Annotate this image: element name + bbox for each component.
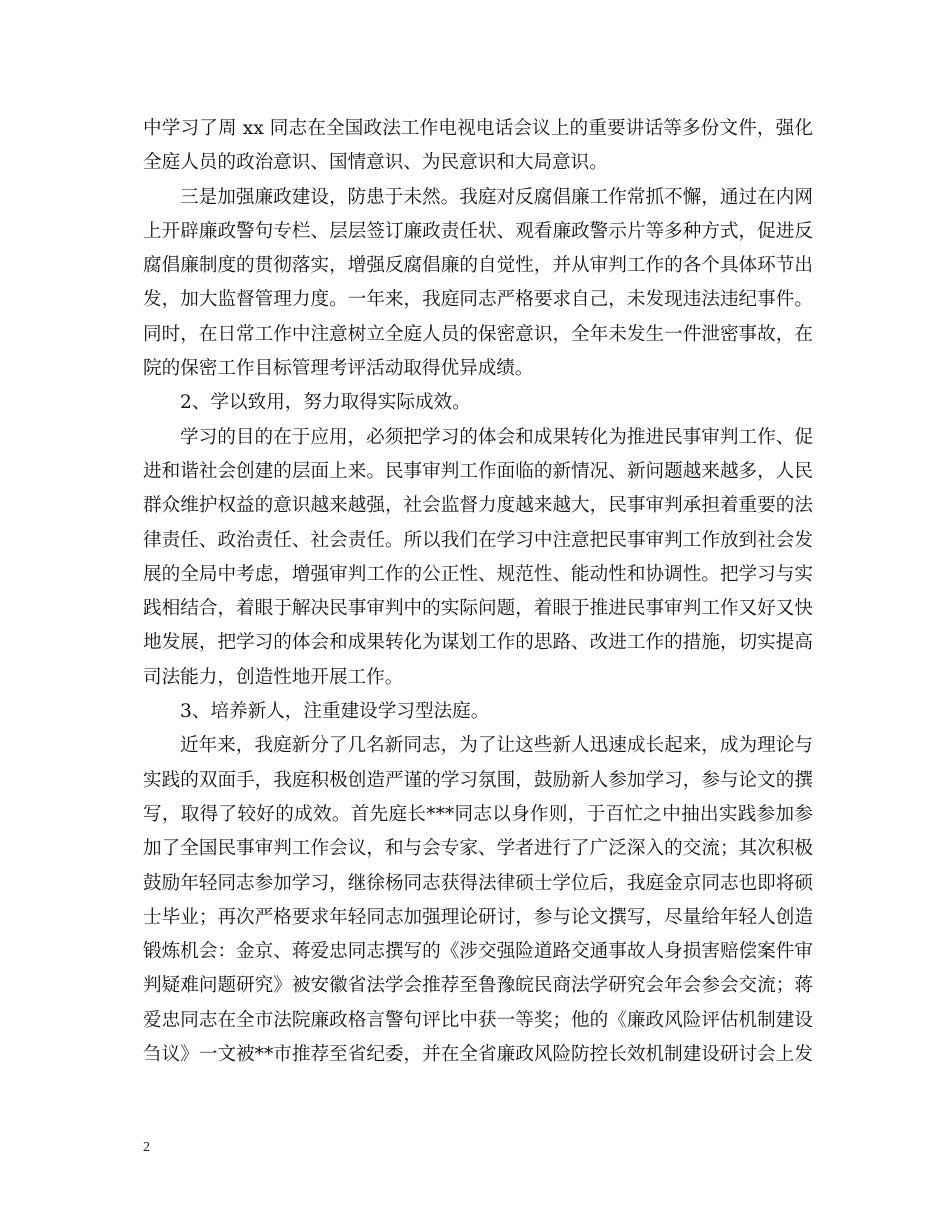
document-body [143,112,813,1072]
text-line: 加了全国民事审判工作会议，和与会专家、学者进行了广泛深入的交流；其次积极 [143,838,813,860]
text-line: 近年来，我庭新分了几名新同志，为了让这些新人迅速成长起来，成为理论与 [180,735,813,757]
text-line: 地发展，把学习的体会和成果转化为谋划工作的思路、改进工作的措施，切实提高 [143,632,813,654]
text-line: 践相结合，着眼于解决民事审判中的实际问题，着眼于推进民事审判工作又好又快 [143,598,813,620]
text-line: 上开辟廉政警句专栏、层层签订廉政责任状、观看廉政警示片等多种方式，促进反 [143,220,813,242]
text-line: 3、培养新人，注重建设学习型法庭。 [180,701,490,723]
text-line: 全庭人员的政治意识、国情意识、为民意识和大局意识。 [143,152,608,174]
text-line: 三是加强廉政建设，防患于未然。我庭对反腐倡廉工作常抓不懈，通过在内网 [180,186,813,208]
text-line: 院的保密工作目标管理考评活动取得优异成绩。 [143,358,534,380]
text-line: 写，取得了较好的成效。首先庭长***同志以身作则，于百忙之中抽出实践参加参 [143,803,813,825]
text-line: 判疑难问题研究》被安徽省法学会推荐至鲁豫皖民商法学研究会年会参会交流；蒋 [143,975,813,997]
text-line: 同时，在日常工作中注意树立全庭人员的保密意识，全年未发生一件泄密事故，在 [143,323,813,345]
page-number: 2 [143,1140,150,1155]
text-line: 刍议》一文被**市推荐至省纪委，并在全省廉政风险防控长效机制建设研讨会上发 [143,1044,813,1066]
text-line: 2、学以致用，努力取得实际成效。 [180,392,471,414]
text-line: 腐倡廉制度的贯彻落实，增强反腐倡廉的自觉性，并从审判工作的各个具体环节出 [143,255,813,277]
text-line: 发，加大监督管理力度。一年来，我庭同志严格要求自己，未发现违法违纪事件。 [143,289,813,311]
text-line: 中学习了周 xx 同志在全国政法工作电视电话会议上的重要讲话等多份文件，强化 [143,118,813,139]
text-line: 鼓励年轻同志参加学习，继徐杨同志获得法律硕士学位后，我庭金京同志也即将硕 [143,872,813,894]
text-line: 爱忠同志在全市法院廉政格言警句评比中获一等奖；他的《廉政风险评估机制建设 [143,1009,813,1031]
text-line: 司法能力，创造性地开展工作。 [143,666,404,688]
text-line: 实践的双面手，我庭积极创造严谨的学习氛围，鼓励新人参加学习，参与论文的撰 [143,769,813,791]
text-line: 锻炼机会：金京、蒋爱忠同志撰写的《涉交强险道路交通事故人身损害赔偿案件审 [143,941,813,963]
text-line: 律责任、政治责任、社会责任。所以我们在学习中注意把民事审判工作放到社会发 [143,529,813,551]
text-line: 进和谐社会创建的层面上来。民事审判工作面临的新情况、新问题越来越多，人民 [143,460,813,482]
text-line: 学习的目的在于应用，必须把学习的体会和成果转化为推进民事审判工作、促 [180,426,813,448]
text-line: 群众维护权益的意识越来越强，社会监督力度越来越大，民事审判承担着重要的法 [143,495,813,517]
text-line: 展的全局中考虑，增强审判工作的公正性、规范性、能动性和协调性。把学习与实 [143,563,813,585]
text-line: 士毕业；再次严格要求年轻同志加强理论研讨，参与论文撰写，尽量给年轻人创造 [143,906,813,928]
